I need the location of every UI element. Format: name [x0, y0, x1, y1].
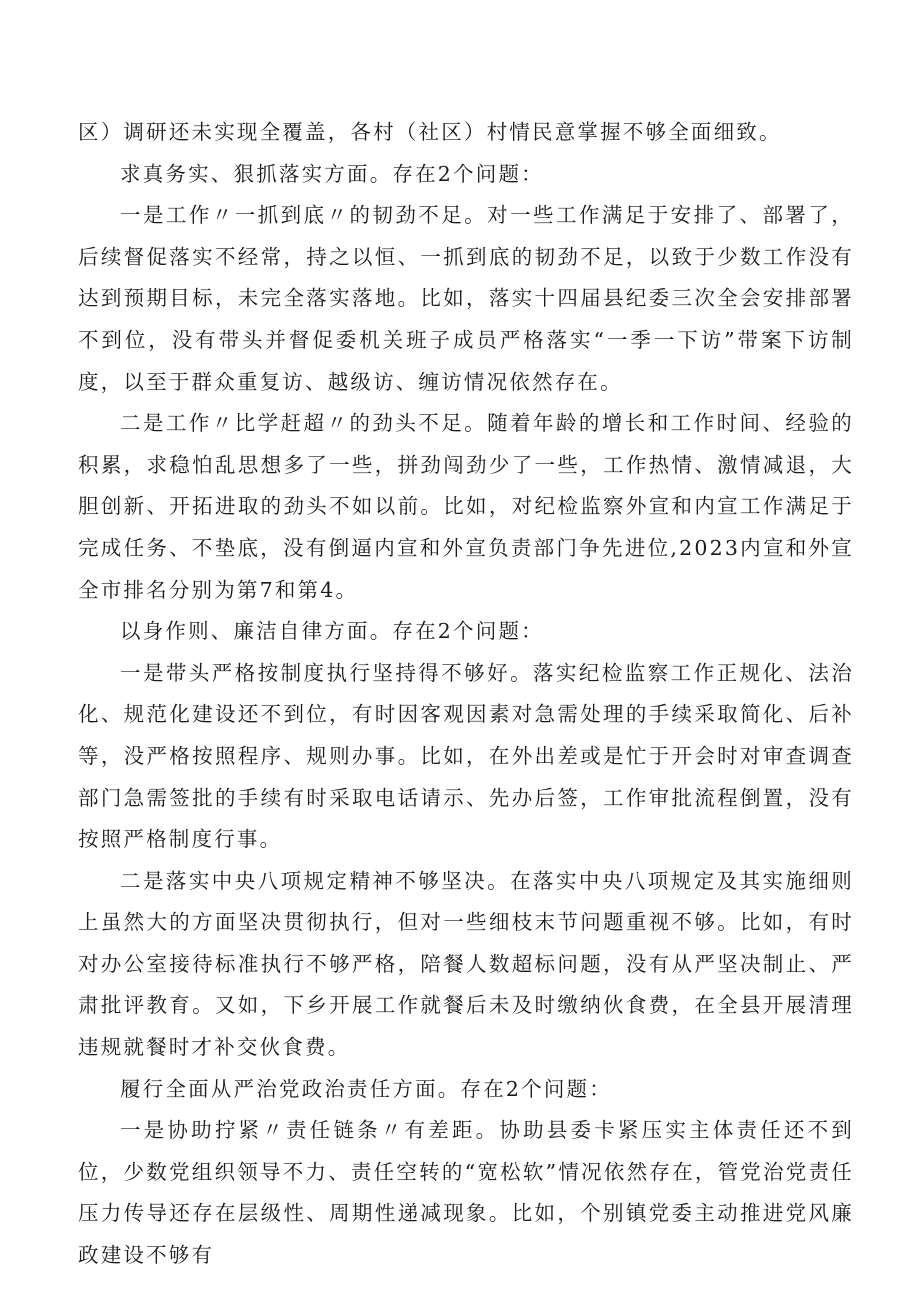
section-heading-party-governance: 履行全面从严治党政治责任方面。存在2个问题： — [120, 1076, 612, 1101]
paragraph-issue-drive: 二是工作〃比学赶超〃的劲头不足。随着年龄的增长和工作时间、经验的积累，求稳怕乱思想多了一些，拼劲闯劲少了一些，工作热情、激情减退，大胆创新、开拓进取的劲头不如以前。比如，对纪检监察外宣和内宣工作满足于完成任务、不垫底，没有倒逼内宣和外宣负责部门争先进位,2023内宣和外宣全市排名分别为第7和第4。 — [78, 411, 854, 602]
paragraph-continuation: 区）调研还未实现全覆盖，各村（社区）村情民意掌握不够全面细致。 — [78, 120, 782, 144]
paragraph-issue-rules: 一是带头严格按制度执行坚持得不够好。落实纪检监察工作正规化、法治化、规范化建设还不到位，有时因客观因素对急需处理的手续采取简化、后补等，没严格按照程序、规则办事。比如，在外出差或是忙于开会时对审查调查部门急需签批的手续有时采取电话请示、先办后签，工作审批流程倒置，没有按照严格制度行事。 — [78, 660, 854, 852]
paragraph-issue-responsibility-chain: 一是协助拧紧〃责任链条〃有差距。协助县委卡紧压实主体责任还不到位，少数党组织领导不力、责任空转的“宽松软”情况依然存在，管党治党责任压力传导还存在层级性、周期性递减现象。比如，个别镇党委主动推进党风廉政建设不够有 — [78, 1118, 854, 1268]
section-heading-integrity: 以身作则、廉洁自律方面。存在2个问题： — [120, 619, 544, 644]
paragraph-issue-persistence: 一是工作〃一抓到底〃的韧劲不足。对一些工作满足于安排了、部署了，后续督促落实不经常，持之以恒、一抓到底的韧劲不足，以致于少数工作没有达到预期目标，未完全落实落地。比如，落实十四届县纪委三次全会安排部署不到位，没有带头并督促委机关班子成员严格落实“一季一下访”带案下访制度，以至于群众重复访、越级访、缠访情况依然存在。 — [78, 203, 854, 394]
section-heading-practical-implementation: 求真务实、狠抓落实方面。存在2个问题： — [120, 161, 544, 186]
paragraph-issue-eight-regulations: 二是落实中央八项规定精神不够坚决。在落实中央八项规定及其实施细则上虽然大的方面坚决贯彻执行，但对一些细枝末节问题重视不够。比如，有时对办公室接待标准执行不够严格，陪餐人数超标问题，没有从严坚决制止、严肃批评教育。又如，下乡开展工作就餐后未及时缴纳伙食费，在全县开展清理违规就餐时才补交伙食费。 — [78, 868, 854, 1060]
document-body — [78, 112, 854, 1277]
